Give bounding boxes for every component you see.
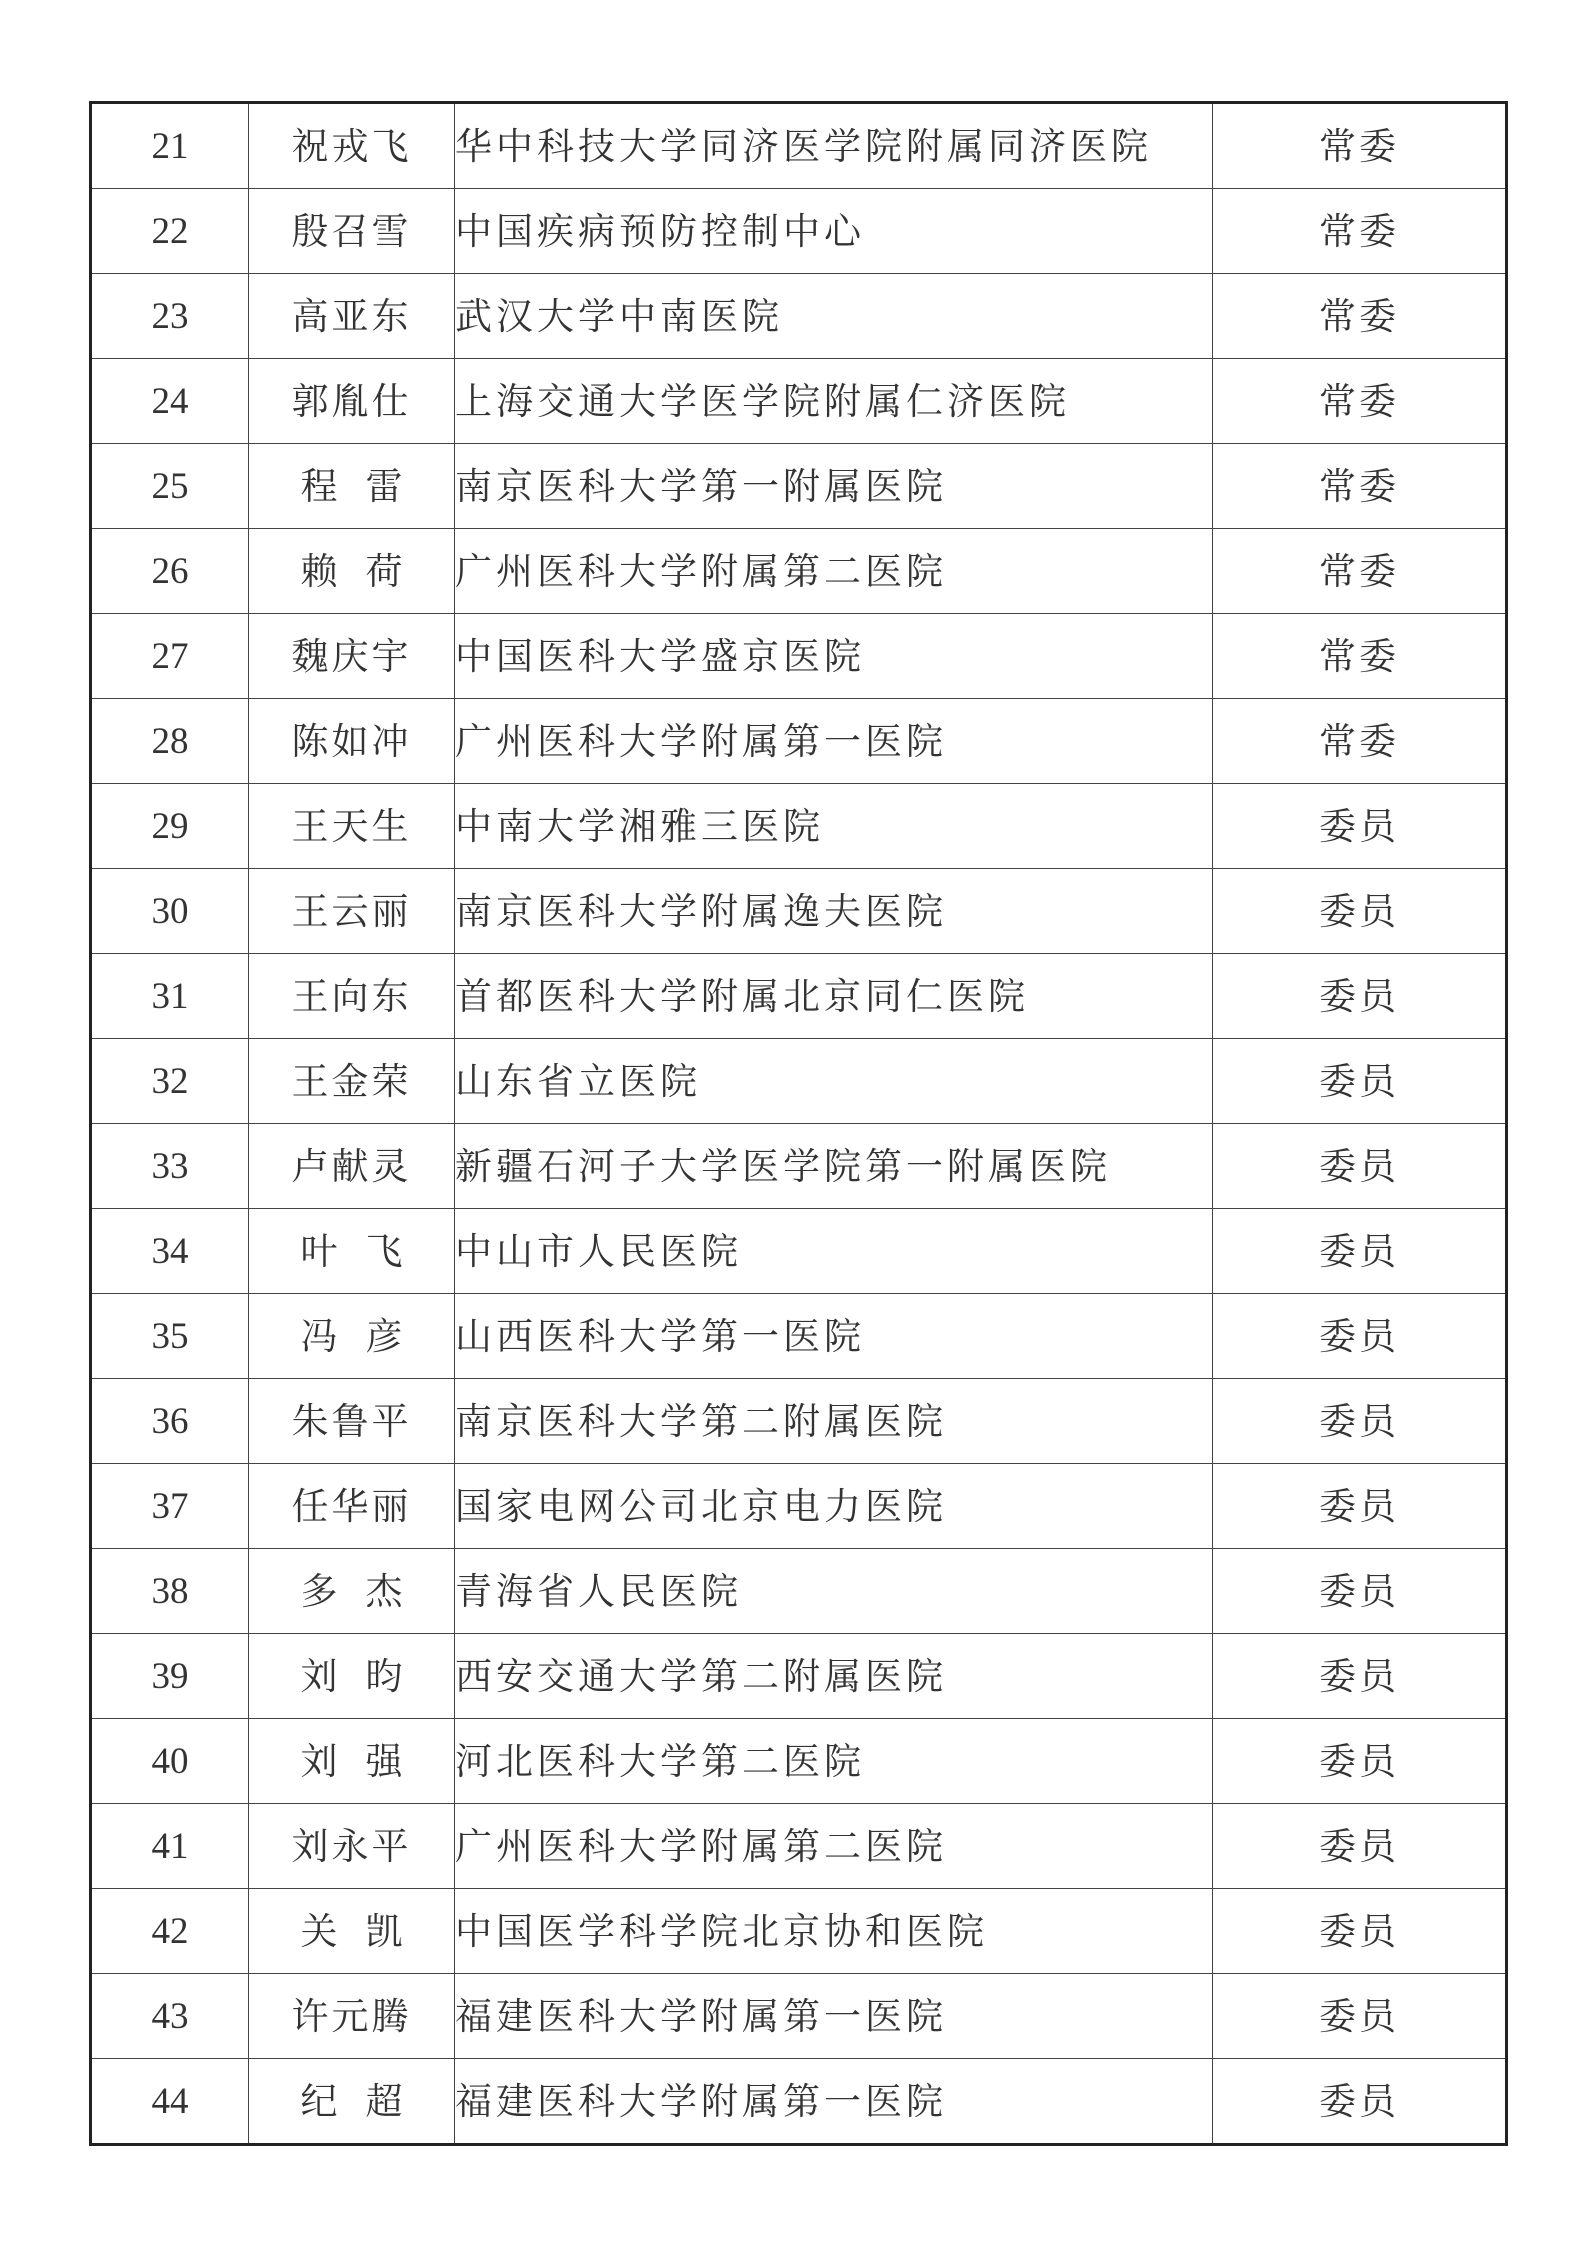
member-table-body — [91, 103, 1507, 2145]
member-name: 刘永平 — [249, 1804, 455, 1889]
table-row — [91, 869, 1507, 954]
row-number: 23 — [91, 274, 249, 359]
table-row — [91, 954, 1507, 1039]
member-organization: 西安交通大学第二附属医院 — [455, 1634, 1213, 1719]
row-number: 24 — [91, 359, 249, 444]
member-role: 常委 — [1213, 189, 1507, 274]
member-table — [89, 101, 1508, 2146]
member-name: 王天生 — [249, 784, 455, 869]
member-role: 委员 — [1213, 784, 1507, 869]
row-number: 41 — [91, 1804, 249, 1889]
member-role: 常委 — [1213, 274, 1507, 359]
table-row — [91, 1804, 1507, 1889]
member-organization: 中山市人民医院 — [455, 1209, 1213, 1294]
row-number: 26 — [91, 529, 249, 614]
member-organization: 福建医科大学附属第一医院 — [455, 1974, 1213, 2059]
member-organization: 中南大学湘雅三医院 — [455, 784, 1213, 869]
row-number: 40 — [91, 1719, 249, 1804]
member-role: 常委 — [1213, 614, 1507, 699]
table-row — [91, 359, 1507, 444]
row-number: 36 — [91, 1379, 249, 1464]
member-name: 许元腾 — [249, 1974, 455, 2059]
table-row — [91, 1634, 1507, 1719]
row-number: 44 — [91, 2059, 249, 2145]
member-organization: 武汉大学中南医院 — [455, 274, 1213, 359]
member-organization: 福建医科大学附属第一医院 — [455, 2059, 1213, 2145]
row-number: 38 — [91, 1549, 249, 1634]
member-organization: 南京医科大学附属逸夫医院 — [455, 869, 1213, 954]
member-name: 魏庆宇 — [249, 614, 455, 699]
member-name: 王金荣 — [249, 1039, 455, 1124]
table-row — [91, 444, 1507, 529]
row-number: 21 — [91, 103, 249, 189]
member-name: 卢献灵 — [249, 1124, 455, 1209]
member-organization: 广州医科大学附属第二医院 — [455, 1804, 1213, 1889]
member-organization: 中国疾病预防控制中心 — [455, 189, 1213, 274]
table-row — [91, 1379, 1507, 1464]
table-row — [91, 1124, 1507, 1209]
table-row — [91, 1889, 1507, 1974]
row-number: 28 — [91, 699, 249, 784]
member-role: 常委 — [1213, 359, 1507, 444]
table-row — [91, 699, 1507, 784]
table-row — [91, 1209, 1507, 1294]
member-name: 陈如冲 — [249, 699, 455, 784]
row-number: 31 — [91, 954, 249, 1039]
member-role: 委员 — [1213, 1039, 1507, 1124]
member-role: 委员 — [1213, 954, 1507, 1039]
table-row — [91, 274, 1507, 359]
table-row — [91, 189, 1507, 274]
member-name: 祝戎飞 — [249, 103, 455, 189]
row-number: 30 — [91, 869, 249, 954]
member-role: 常委 — [1213, 529, 1507, 614]
row-number: 27 — [91, 614, 249, 699]
member-role: 委员 — [1213, 1804, 1507, 1889]
member-organization: 华中科技大学同济医学院附属同济医院 — [455, 103, 1213, 189]
member-organization: 广州医科大学附属第二医院 — [455, 529, 1213, 614]
member-name: 王云丽 — [249, 869, 455, 954]
member-name: 叶飞 — [249, 1209, 455, 1294]
member-name: 纪超 — [249, 2059, 455, 2145]
member-role: 委员 — [1213, 1209, 1507, 1294]
table-row — [91, 614, 1507, 699]
member-role: 委员 — [1213, 1124, 1507, 1209]
member-role: 委员 — [1213, 1294, 1507, 1379]
member-organization: 山西医科大学第一医院 — [455, 1294, 1213, 1379]
table-row — [91, 2059, 1507, 2145]
member-organization: 首都医科大学附属北京同仁医院 — [455, 954, 1213, 1039]
table-row — [91, 1294, 1507, 1379]
table-row — [91, 103, 1507, 189]
table-row — [91, 1039, 1507, 1124]
member-name: 刘昀 — [249, 1634, 455, 1719]
row-number: 33 — [91, 1124, 249, 1209]
member-organization: 山东省立医院 — [455, 1039, 1213, 1124]
member-organization: 南京医科大学第二附属医院 — [455, 1379, 1213, 1464]
table-row — [91, 1464, 1507, 1549]
member-role: 委员 — [1213, 1634, 1507, 1719]
member-name: 朱鲁平 — [249, 1379, 455, 1464]
member-organization: 河北医科大学第二医院 — [455, 1719, 1213, 1804]
table-row — [91, 1549, 1507, 1634]
row-number: 35 — [91, 1294, 249, 1379]
member-role: 常委 — [1213, 444, 1507, 529]
member-name: 殷召雪 — [249, 189, 455, 274]
member-name: 任华丽 — [249, 1464, 455, 1549]
member-organization: 上海交通大学医学院附属仁济医院 — [455, 359, 1213, 444]
row-number: 32 — [91, 1039, 249, 1124]
row-number: 43 — [91, 1974, 249, 2059]
member-organization: 新疆石河子大学医学院第一附属医院 — [455, 1124, 1213, 1209]
table-row — [91, 529, 1507, 614]
row-number: 29 — [91, 784, 249, 869]
member-name: 王向东 — [249, 954, 455, 1039]
member-organization: 中国医学科学院北京协和医院 — [455, 1889, 1213, 1974]
member-name: 赖荷 — [249, 529, 455, 614]
row-number: 37 — [91, 1464, 249, 1549]
member-role: 委员 — [1213, 1464, 1507, 1549]
table-row — [91, 1719, 1507, 1804]
member-role: 委员 — [1213, 1379, 1507, 1464]
member-role: 委员 — [1213, 1889, 1507, 1974]
member-organization: 青海省人民医院 — [455, 1549, 1213, 1634]
member-role: 委员 — [1213, 869, 1507, 954]
member-role: 常委 — [1213, 699, 1507, 784]
row-number: 34 — [91, 1209, 249, 1294]
member-name: 高亚东 — [249, 274, 455, 359]
member-role: 委员 — [1213, 2059, 1507, 2145]
row-number: 39 — [91, 1634, 249, 1719]
member-name: 冯彦 — [249, 1294, 455, 1379]
member-role: 常委 — [1213, 103, 1507, 189]
member-name: 刘强 — [249, 1719, 455, 1804]
member-role: 委员 — [1213, 1549, 1507, 1634]
member-name: 多杰 — [249, 1549, 455, 1634]
row-number: 25 — [91, 444, 249, 529]
row-number: 22 — [91, 189, 249, 274]
member-organization: 国家电网公司北京电力医院 — [455, 1464, 1213, 1549]
member-role: 委员 — [1213, 1719, 1507, 1804]
member-name: 关凯 — [249, 1889, 455, 1974]
member-role: 委员 — [1213, 1974, 1507, 2059]
member-name: 程雷 — [249, 444, 455, 529]
member-organization: 广州医科大学附属第一医院 — [455, 699, 1213, 784]
row-number: 42 — [91, 1889, 249, 1974]
member-organization: 中国医科大学盛京医院 — [455, 614, 1213, 699]
table-row — [91, 1974, 1507, 2059]
member-name: 郭胤仕 — [249, 359, 455, 444]
table-row — [91, 784, 1507, 869]
member-organization: 南京医科大学第一附属医院 — [455, 444, 1213, 529]
